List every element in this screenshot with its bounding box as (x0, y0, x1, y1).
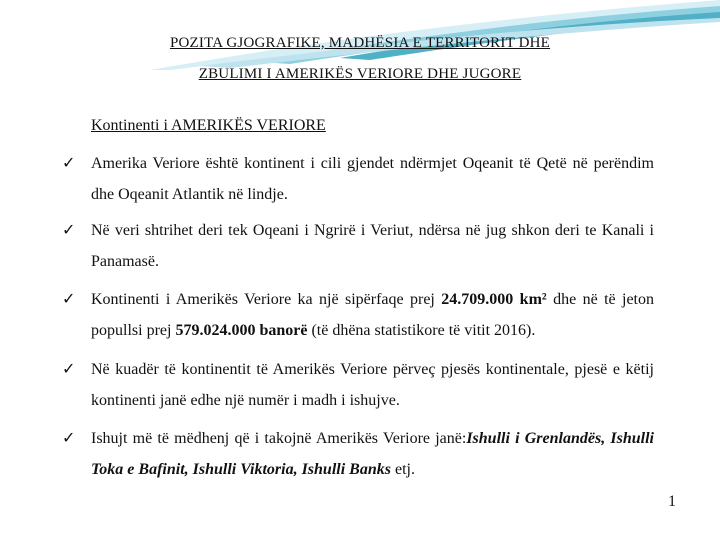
text-segment: etj. (390, 461, 415, 478)
list-item-text (62, 423, 654, 485)
list-item-text: Në kuadër të kontinentit të Amerikës Veriore përveç pjesës kontinentale, pjesë e këtij kontinenti janë edhe një numër i madh i ishujve. (91, 361, 654, 409)
population-value: 579.024.000 banorë (175, 322, 308, 339)
page-title-line-1: POZITA GJOGRAFIKE, MADHËSIA E TERRITORIT DHE (169, 35, 551, 51)
list-item-text (62, 284, 654, 346)
text-segment: (të dhëna statistikore të vitit 2016). (307, 322, 536, 339)
islands-list: Ishulli i Grenlandës, Ishulli Toka e Bafinit, Ishulli Viktoria, Ishulli Banks (91, 430, 654, 478)
section-heading: Kontinenti i AMERIKËS VERIORE (91, 117, 326, 134)
list-item-text: Amerika Veriore është kontinent i cili gjendet ndërmjet Oqeanit të Qetë në perëndim dhe Oqeanit Atlantik në lindje. (91, 155, 654, 203)
list-item (62, 148, 654, 210)
list-item (62, 354, 654, 416)
list-item (62, 215, 654, 277)
checkmark-icon: ✓ (62, 430, 76, 447)
checkmark-icon: ✓ (62, 222, 76, 239)
page-number: 1 (668, 493, 676, 510)
checkmark-icon: ✓ (62, 155, 76, 172)
text-segment: dhe në të jeton popullsi prej (91, 291, 655, 339)
area-value: 24.709.000 km² (441, 291, 547, 308)
list-item (62, 423, 654, 485)
page-title-line-2: ZBULIMI I AMERIKËS VERIORE DHE JUGORE (198, 66, 522, 82)
list-item (62, 284, 654, 346)
text-segment: Ishujt më të mëdhenj që i takojnë Amerikës Veriore janë: (91, 430, 467, 447)
list-item-text: Në veri shtrihet deri tek Oqeani i Ngrirë i Veriut, ndërsa në jug shkon deri te Kanali i Panamasë. (91, 222, 654, 270)
checkmark-icon: ✓ (62, 291, 76, 308)
checkmark-icon: ✓ (62, 361, 76, 378)
text-segment: Kontinenti i Amerikës Veriore ka një sipërfaqe prej (91, 291, 442, 308)
